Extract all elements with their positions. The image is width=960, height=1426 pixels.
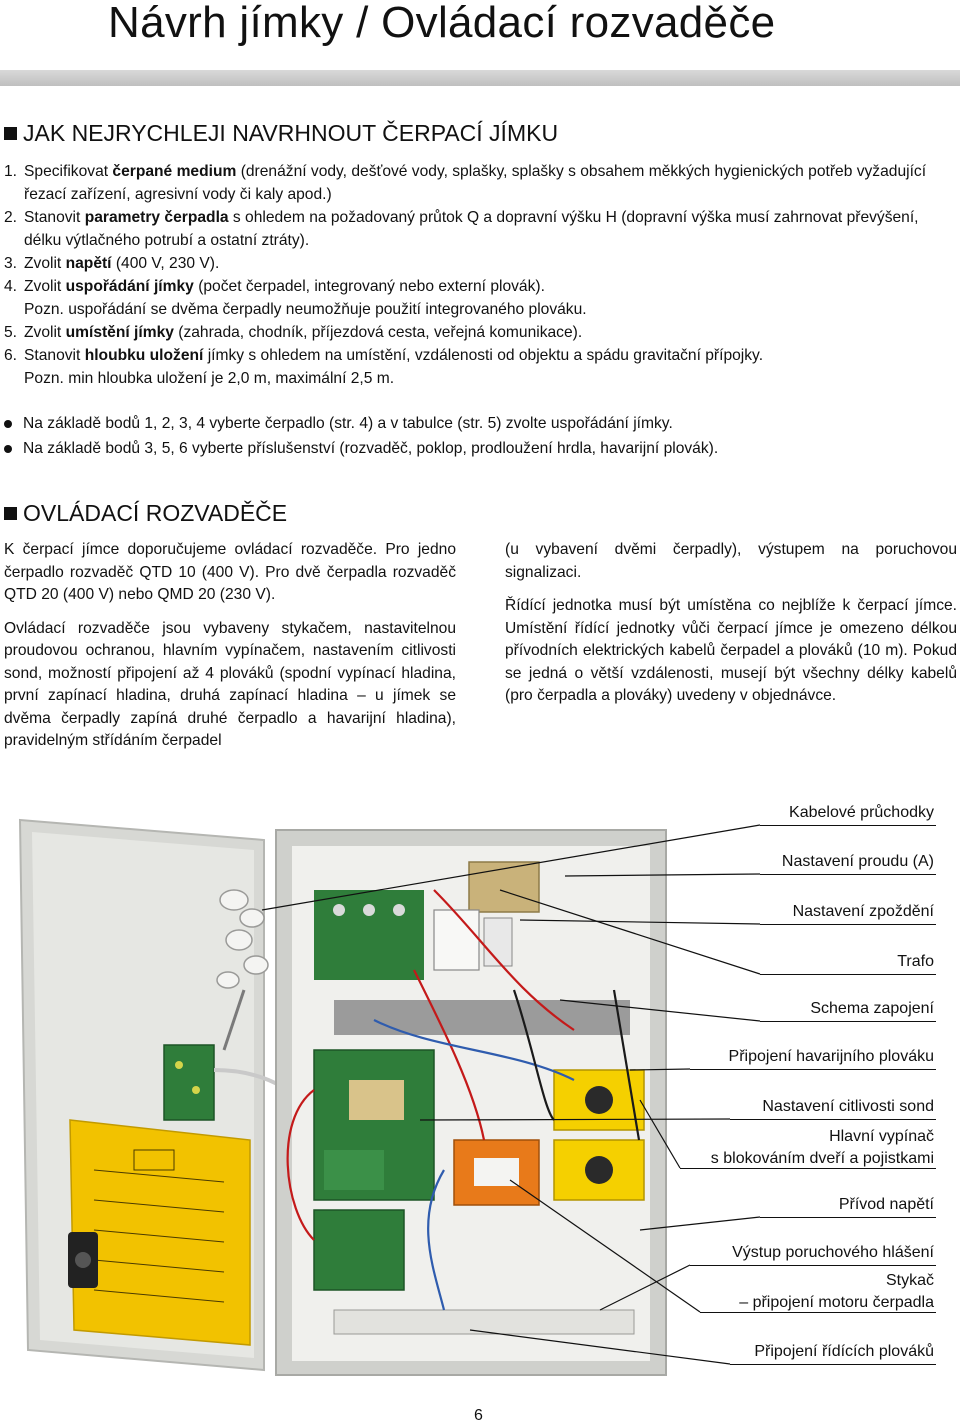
callout-trafo: Trafo: [897, 953, 934, 970]
left-paragraph-1: K čerpací jímce doporučujeme ovládací rozvaděče. Pro jedno čerpadlo rozvaděč QTD 10 (400 V). Pro dvě čerpadla rozvaděč QTD 20 (400 V) nebo QMD 20 (230 V).: [4, 541, 456, 603]
callout-underline: [700, 1312, 936, 1313]
step-number: 4.: [4, 278, 18, 295]
callout-havarijni-plovak: Připojení havarijního plováku: [728, 1048, 934, 1065]
step-note: Pozn. min hloubka uložení je 2,0 m, maximální 2,5 m.: [24, 370, 395, 387]
callout-privod-napeti: Přívod napětí: [838, 1196, 934, 1213]
right-paragraph-2: Řídící jednotka musí být umístěna co nejblíže k čerpací jímce. Umístění řídící jednotky vůči čerpací jímce je omezeno délkou přívodních elektrických kabelů čerpadel a plováků (10 m). Pokud se jedná o větší vzdálenosti, musejí být všechny délky kabelů (pro čerpadla a plováky) uvedeny v objednávce.: [505, 597, 957, 704]
callout-underline: [760, 924, 936, 925]
step-item: [4, 275, 954, 321]
callout-ridici-plovaky: Připojení řídících plováků: [754, 1343, 934, 1360]
callout-underline: [760, 1021, 936, 1022]
step-keyword: umístění jímky: [65, 324, 174, 341]
section2-heading: OVLÁDACÍ ROZVADĚČE: [23, 500, 288, 526]
black-square-icon: [4, 127, 17, 140]
callout-stykac: Stykač – připojení motoru čerpadla: [739, 1272, 934, 1311]
step-keyword: čerpané medium: [112, 163, 237, 180]
callout-underline: [690, 1265, 936, 1266]
callout-hlavni-vypinac: Hlavní vypínač s blokováním dveří a pojistkami: [710, 1128, 934, 1167]
step-number: 3.: [4, 255, 18, 272]
step-keyword: parametry čerpadla: [84, 209, 229, 226]
callout-poruchove-hlaseni: Výstup poruchového hlášení: [732, 1244, 934, 1261]
step-text: Stanovit parametry čerpadla s ohledem na požadovaný průtok Q a dopravní výšku H (dopravní výška musí zahrnovat převýšení, délku výtlačného potrubí a ostatní ztráty).: [24, 209, 919, 249]
left-paragraph-2: Ovládací rozvaděče jsou vybaveny stykačem, nastavitelnou proudovou ochranou, hlavním vypínačem, nastavením citlivosti sond, možností připojení až 4 plováků (spodní vypínací hladina, první zapínací hladina, druhá zapínací hladina – u jímek se dvěma čerpadly zapíná druhé čerpadlo a havarijní hladina), pravidelným střídáním čerpadel: [4, 619, 456, 749]
callout-nastaveni-proudu: Nastavení proudu (A): [781, 853, 934, 870]
black-square-icon: [4, 507, 17, 520]
left-column: [4, 539, 456, 764]
callout-underline: [760, 1217, 936, 1218]
control-panel-photo: [14, 790, 674, 1390]
step-keyword: hloubku uložení: [84, 347, 204, 364]
bullet-text: Na základě bodů 1, 2, 3, 4 vyberte čerpadlo (str. 4) a v tabulce (str. 5) zvolte uspořádání jímky.: [23, 415, 673, 432]
step-number: 5.: [4, 324, 18, 341]
callout-underline: [730, 1364, 936, 1365]
step-item: [4, 344, 954, 390]
step-text: Specifikovat čerpané medium (drenážní vody, dešťové vody, splašky, splašky s obsahem měkkých hygienických potřeb vyžadující řezací zařízení, agresivní vody či kaly apod.): [24, 163, 927, 203]
title-rule: [0, 70, 960, 86]
step-text: Zvolit umístění jímky (zahrada, chodník, příjezdová cesta, veřejná komunikace).: [24, 324, 583, 341]
black-dot-icon: [4, 445, 12, 453]
step-text: Zvolit napětí (400 V, 230 V).: [24, 255, 220, 272]
step-note: Pozn. uspořádání se dvěma čerpadly neumožňuje použití integrovaného plováku.: [24, 301, 587, 318]
step-number: 6.: [4, 347, 18, 364]
callout-schema-zapojeni: Schema zapojení: [810, 1000, 934, 1017]
panel-body: [276, 830, 666, 1375]
callout-underline: [680, 1168, 936, 1169]
page-title: Návrh jímky / Ovládací rozvaděče: [108, 0, 776, 47]
callout-underline: [760, 825, 936, 826]
callout-nastaveni-zpozdeni: Nastavení zpoždění: [792, 903, 934, 920]
callout-underline: [690, 1069, 936, 1070]
step-item: [4, 321, 954, 344]
section2-heading-row: [4, 500, 287, 527]
right-column: [505, 539, 957, 719]
black-dot-icon: [4, 420, 12, 428]
callout-underline: [760, 874, 936, 875]
step-keyword: napětí: [65, 255, 112, 272]
bullet-item: [4, 436, 718, 461]
right-paragraph-1: (u vybavení dvěmi čerpadly), výstupem na poruchovou signalizaci.: [505, 541, 957, 581]
step-text: Zvolit uspořádání jímky (počet čerpadel, integrovaný nebo externí plovák). Pozn. uspořádání se dvěma čerpadly neumožňuje použití integrovaného plováku.: [24, 275, 954, 321]
callout-underline: [760, 974, 936, 975]
step-item: [4, 160, 954, 206]
step-item: [4, 252, 954, 275]
step-keyword: uspořádání jímky: [65, 278, 194, 295]
step-text: Stanovit hloubku uložení jímky s ohledem na umístění, vzdálenosti od objektu a spádu gravitační přípojky. Pozn. min hloubka uložení je 2,0 m, maximální 2,5 m.: [24, 344, 954, 390]
callout-kabelove-pruchodky: Kabelové průchodky: [789, 804, 934, 821]
page-number: 6: [474, 1407, 483, 1424]
callout-underline: [730, 1119, 936, 1120]
bullet-item: [4, 411, 718, 436]
section1-heading-row: [4, 120, 558, 147]
bullet-list: [4, 411, 718, 461]
step-number: 1.: [4, 163, 18, 180]
bullet-text: Na základě bodů 3, 5, 6 vyberte příslušenství (rozvaděč, poklop, prodloužení hrdla, havarijní plovák).: [23, 440, 719, 457]
section1-heading: JAK NEJRYCHLEJI NAVRHNOUT ČERPACÍ JÍMKU: [23, 120, 559, 146]
step-number: 2.: [4, 209, 18, 226]
step-item: [4, 206, 954, 252]
steps-list: [4, 160, 954, 390]
callout-citlivost-sond: Nastavení citlivosti sond: [762, 1098, 934, 1115]
